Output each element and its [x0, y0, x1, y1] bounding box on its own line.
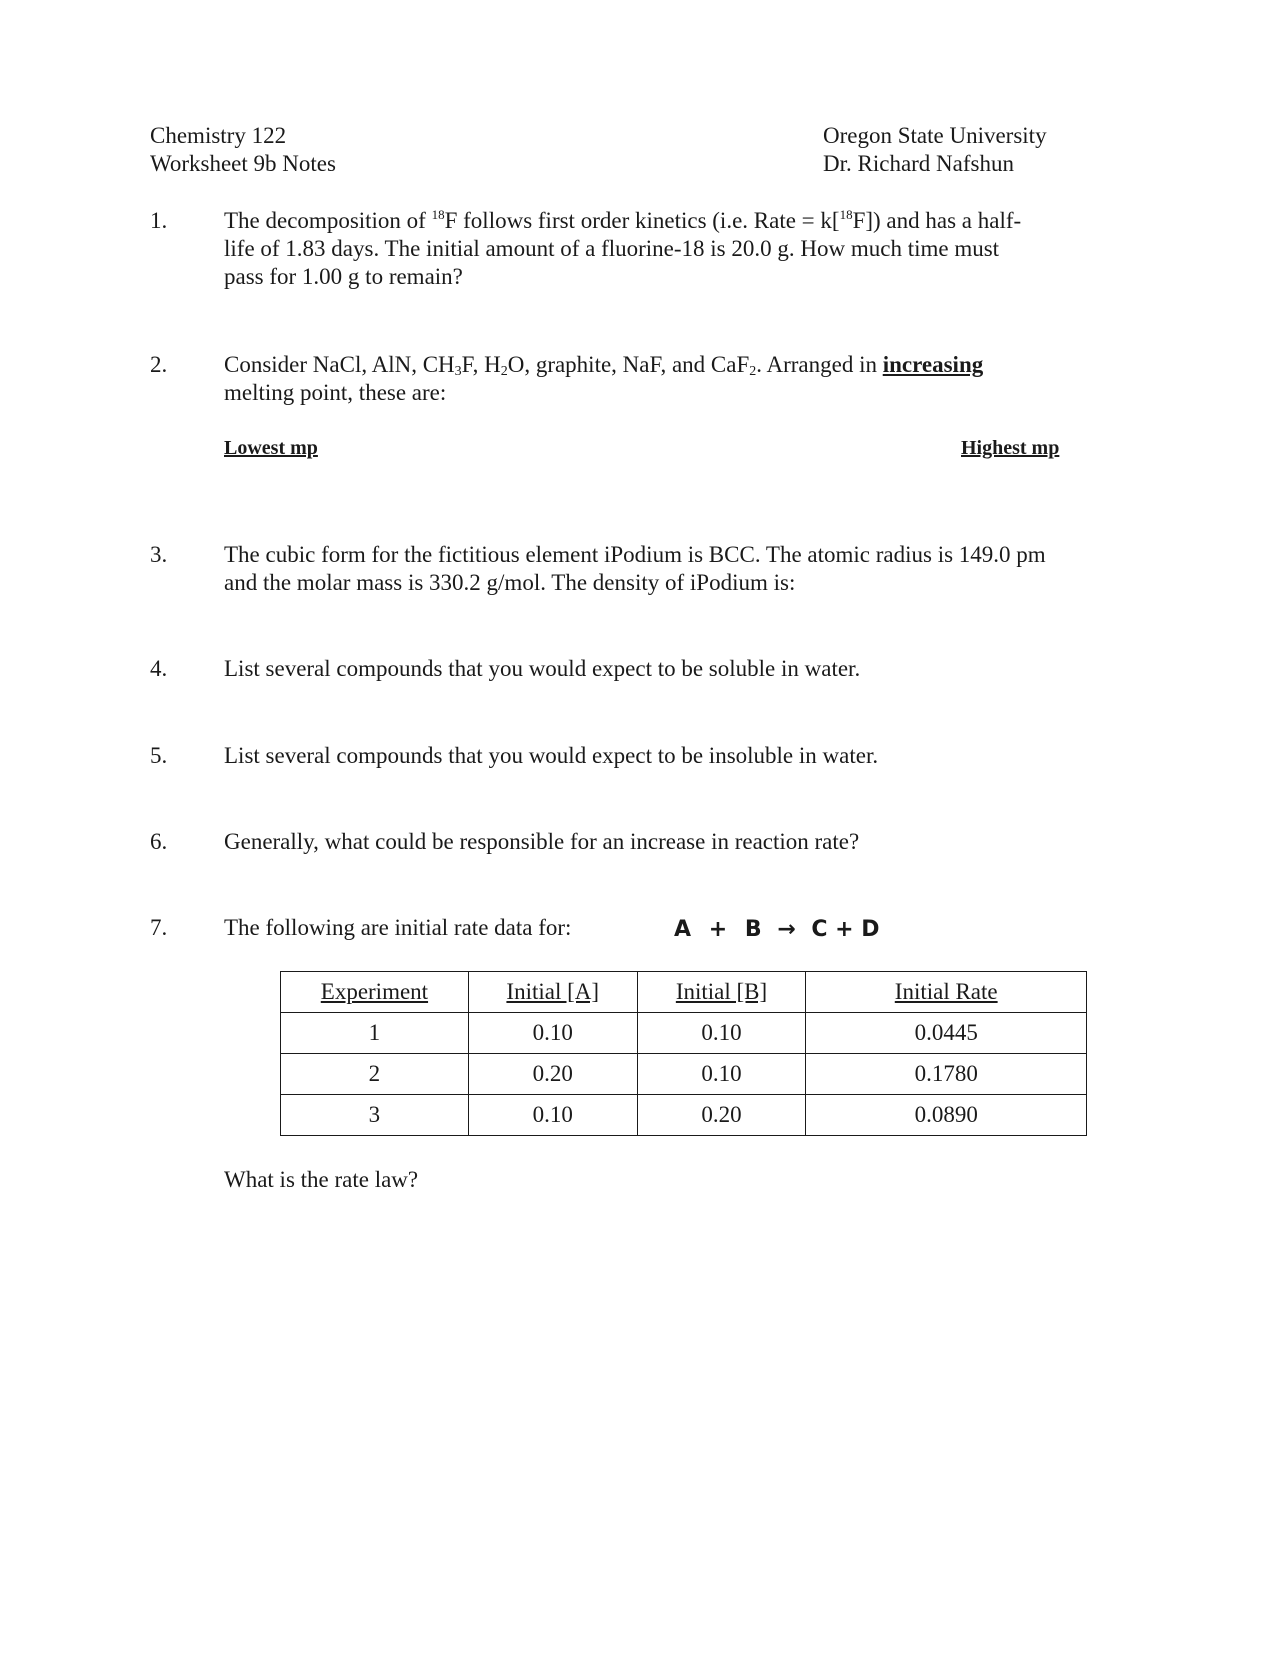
plus-sign: + [708, 917, 728, 942]
header-right [823, 122, 1047, 178]
products: C + D [811, 917, 880, 942]
question-4-text: List several compounds that you would expect to be soluble in water. [224, 656, 861, 681]
reaction-equation [674, 916, 880, 944]
table-cell: 2 [281, 1054, 469, 1095]
question-7-number: 7. [150, 915, 168, 940]
column-header: Initial [A] [468, 972, 637, 1013]
question-5-text: List several compounds that you would expect to be insoluble in water. [224, 743, 879, 768]
header-left [150, 122, 336, 178]
highest-mp-label: Highest mp [961, 437, 1060, 459]
question-3-text [224, 541, 1164, 597]
table-row [281, 1013, 1087, 1054]
worksheet-title: Worksheet 9b Notes [150, 151, 336, 176]
reaction-arrow-icon: → [777, 917, 796, 942]
question-1-text [224, 207, 1124, 291]
column-header: Initial Rate [806, 972, 1087, 1013]
table-cell: 0.10 [637, 1054, 806, 1095]
table-cell: 1 [281, 1013, 469, 1054]
question-3-line-2: and the molar mass is 330.2 g/mol. The density of iPodium is: [224, 570, 796, 595]
rate-law-question: What is the rate law? [224, 1167, 419, 1192]
lowest-mp-label: Lowest mp [224, 437, 318, 459]
table-cell: 0.20 [468, 1054, 637, 1095]
question-1-line-3: pass for 1.00 g to remain? [224, 264, 463, 289]
reactant-b: B [744, 917, 762, 942]
question-2-text [224, 351, 1124, 407]
table-cell: 0.10 [637, 1013, 806, 1054]
university-name: Oregon State University [823, 123, 1047, 148]
table-cell: 3 [281, 1095, 469, 1136]
instructor-name: Dr. Richard Nafshun [823, 151, 1014, 176]
table-header-row [281, 972, 1087, 1013]
question-6-number: 6. [150, 829, 168, 854]
table-cell: 0.0890 [806, 1095, 1087, 1136]
column-header: Initial [B] [637, 972, 806, 1013]
table-row [281, 1095, 1087, 1136]
question-3-number: 3. [150, 542, 168, 567]
question-7-text: The following are initial rate data for: [224, 915, 572, 940]
table-cell: 0.10 [468, 1095, 637, 1136]
question-2-line-1: Consider NaCl, AlN, $CH_3F$, $H_2O$, graphite, NaF, and CaF$_2$. Arranged in increasing [224, 352, 984, 379]
question-1-line-2: life of 1.83 days. The initial amount of a fluorine-18 is 20.0 g. How much time must [224, 236, 1000, 261]
question-5-number: 5. [150, 743, 168, 768]
question-2-line-2: melting point, these are: [224, 380, 447, 405]
table-row [281, 1054, 1087, 1095]
isotope-superscript: 18 [839, 207, 853, 222]
initial-rate-table [280, 971, 1087, 1136]
table-cell: 0.20 [637, 1095, 806, 1136]
question-3-line-1: The cubic form for the fictitious element iPodium is BCC. The atomic radius is 149.0 pm [224, 542, 1046, 567]
isotope-superscript: 18 [431, 207, 445, 222]
table-cell: 0.10 [468, 1013, 637, 1054]
course-title: Chemistry 122 [150, 123, 287, 148]
question-1-line-1: The decomposition of $^{18}$F follows first order kinetics (i.e. Rate = k[$^{18}$F]) and has a half- [224, 207, 1022, 233]
table-cell: 0.1780 [806, 1054, 1087, 1095]
question-4-number: 4. [150, 656, 168, 681]
table-cell: 0.0445 [806, 1013, 1087, 1054]
increasing-emphasis: increasing [882, 352, 984, 377]
question-6-text: Generally, what could be responsible for an increase in reaction rate? [224, 829, 860, 854]
question-2-number: 2. [150, 352, 168, 377]
reactant-a: A [674, 917, 692, 942]
column-header: Experiment [281, 972, 469, 1013]
question-1-number: 1. [150, 208, 168, 233]
